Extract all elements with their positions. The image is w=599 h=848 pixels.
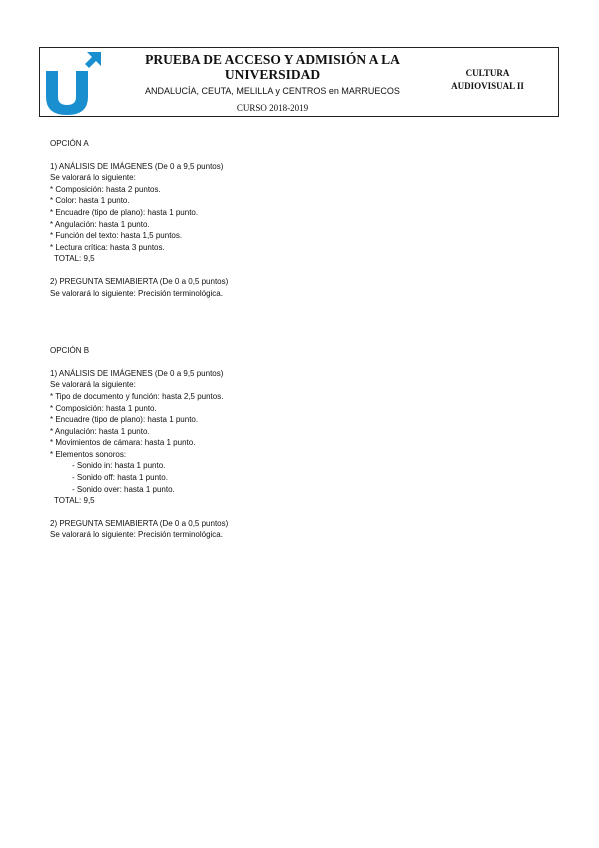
university-logo-icon: [43, 49, 103, 115]
option-b-q1-item: * Tipo de documento y función: hasta 2,5 puntos.: [50, 391, 224, 401]
option-a-q1-title: 1) ANÁLISIS DE IMÁGENES (De 0 a 9,5 puntos): [50, 161, 224, 171]
option-b-q1-item: * Movimientos de cámara: hasta 1 punto.: [50, 438, 196, 448]
option-b-q1-item: * Encuadre (tipo de plano): hasta 1 punto.: [50, 415, 199, 425]
option-b-q1-intro: Se valorará la siguiente:: [50, 380, 136, 390]
option-b-q1-title: 1) ANÁLISIS DE IMÁGENES (De 0 a 9,5 puntos): [50, 368, 224, 378]
option-a-q1-intro: Se valorará lo siguiente:: [50, 173, 136, 183]
option-b-section: [50, 345, 550, 541]
option-b-title: OPCIÓN B: [50, 346, 90, 356]
exam-title: PRUEBA DE ACCESO Y ADMISIÓN A LA UNIVERSIDAD: [145, 52, 400, 82]
option-a-q1-total: TOTAL: 9,5: [54, 254, 95, 264]
option-a-q1-item: * Angulación: hasta 1 punto.: [50, 219, 150, 229]
option-b-q1-subitem: - Sonido off: hasta 1 punto.: [72, 473, 168, 483]
grading-criteria: [50, 138, 550, 541]
exam-subject: CULTURA AUDIOVISUAL II: [451, 68, 524, 91]
option-b-q1-item: * Elementos sonoros:: [50, 449, 127, 459]
option-b-q1-total: TOTAL: 9,5: [54, 496, 95, 506]
option-a-q2-text: Se valorará lo siguiente: Precisión terminológica.: [50, 288, 223, 298]
option-a-q1-item: * Composición: hasta 2 puntos.: [50, 184, 161, 194]
option-a-q2-title: 2) PREGUNTA SEMIABIERTA (De 0 a 0,5 puntos): [50, 276, 229, 286]
exam-header: [39, 47, 559, 117]
option-a-q1-item: * Color: hasta 1 punto.: [50, 196, 130, 206]
option-b-q1-subitem: - Sonido in: hasta 1 punto.: [72, 461, 166, 471]
option-a-q1-item: * Lectura crítica: hasta 3 puntos.: [50, 242, 165, 252]
option-b-q2-text: Se valorará lo siguiente: Precisión terminológica.: [50, 530, 223, 540]
option-b-q2-title: 2) PREGUNTA SEMIABIERTA (De 0 a 0,5 puntos): [50, 518, 229, 528]
option-a-q1-item: * Encuadre (tipo de plano): hasta 1 punto.: [50, 207, 199, 217]
option-b-q1-item: * Composición: hasta 1 punto.: [50, 403, 157, 413]
option-a-title: OPCIÓN A: [50, 139, 89, 148]
exam-region: ANDALUCÍA, CEUTA, MELILLA y CENTROS en MARRUECOS: [145, 86, 400, 96]
exam-course: CURSO 2018-2019: [236, 103, 309, 113]
option-b-q1-item: * Angulación: hasta 1 punto.: [50, 426, 150, 436]
option-a-q1-item: * Función del texto: hasta 1,5 puntos.: [50, 231, 183, 241]
option-b-q1-subitem: - Sonido over: hasta 1 punto.: [72, 484, 175, 494]
option-a-section: [50, 138, 550, 299]
